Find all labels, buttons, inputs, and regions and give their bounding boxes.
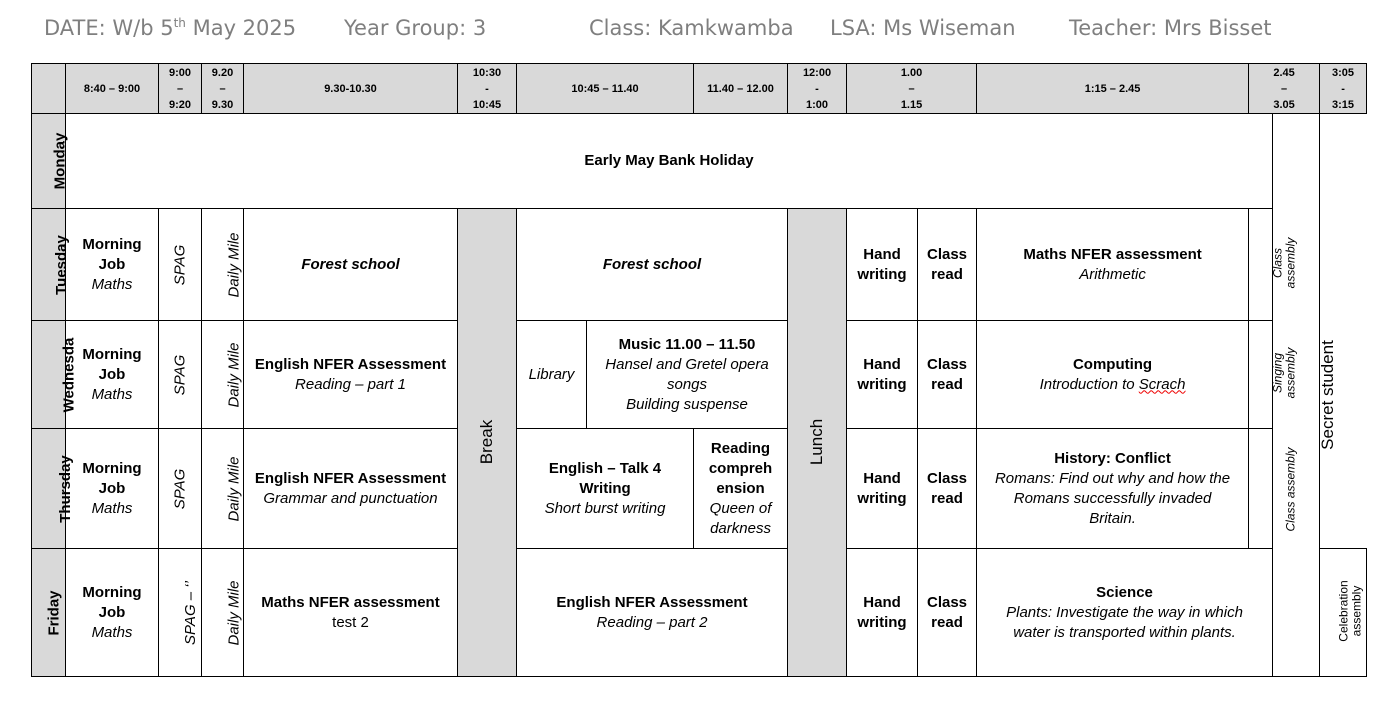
tuesday-row — [32, 209, 1367, 321]
assembly-cell: Celebration assembly — [1320, 549, 1367, 677]
handwriting-cell: Hand writing — [847, 429, 918, 549]
morning-job-cell: Morning Job Maths — [66, 321, 159, 429]
thursday-row — [32, 429, 1367, 549]
teacher-label: Teacher: Mrs Bisset — [1069, 16, 1272, 40]
monday-row — [32, 114, 1367, 209]
time-header-row — [32, 64, 1367, 114]
wednesday-row — [32, 321, 1367, 429]
time-cell: 12:00 - 1:00 — [788, 64, 847, 114]
time-cell: 10:30 - 10:45 — [458, 64, 517, 114]
day-label-tuesday: Tuesday — [32, 209, 66, 321]
lunch-cell: Lunch — [788, 209, 847, 677]
daily-mile-cell: Daily Mile — [202, 321, 244, 429]
morning-lesson-cell: Maths NFER assessment test 2 — [244, 549, 458, 677]
afternoon-lesson-cell: Computing Introduction to Scrach — [977, 321, 1249, 429]
time-cell: 11.40 – 12.00 — [694, 64, 788, 114]
secret-student-cell: Secret student — [1273, 114, 1320, 677]
year-group-label: Year Group: 3 — [344, 16, 487, 40]
spag-cell: SPAG — [159, 321, 202, 429]
daily-mile-cell: Daily Mile — [202, 549, 244, 677]
time-cell: 2.45 – 3.05 — [1249, 64, 1320, 114]
music-cell: Music 11.00 – 11.50 Hansel and Gretel opera songs Building suspense — [587, 321, 788, 429]
reading-comprehension-cell: Reading compreh ension Queen of darkness — [694, 429, 788, 549]
spag-cell: SPAG — [159, 429, 202, 549]
morning-lesson-cell: English NFER Assessment Grammar and punctuation — [244, 429, 458, 549]
spag-cell: SPAG – ‘’ — [159, 549, 202, 677]
handwriting-cell: Hand writing — [847, 209, 918, 321]
class-label: Class: Kamkwamba — [589, 16, 794, 40]
bank-holiday-cell: Early May Bank Holiday — [66, 114, 1273, 209]
class-read-cell: Class read — [918, 429, 977, 549]
lsa-label: LSA: Ms Wiseman — [830, 16, 1016, 40]
day-label-monday: Monday — [32, 114, 66, 209]
time-cell: 1:15 – 2.45 — [977, 64, 1249, 114]
time-cell: 9.30-10.30 — [244, 64, 458, 114]
class-read-cell: Class read — [918, 549, 977, 677]
daily-mile-cell: Daily Mile — [202, 209, 244, 321]
assembly-cell: Class assembly — [1249, 429, 1320, 549]
morning-lesson-cell: English NFER Assessment Reading – part 1 — [244, 321, 458, 429]
english-cell: English – Talk 4 Writing Short burst writing — [517, 429, 694, 549]
class-read-cell: Class read — [918, 209, 977, 321]
time-cell: 9.20 – 9.30 — [202, 64, 244, 114]
afternoon-lesson-cell: Science Plants: Investigate the way in which water is transported within plants. — [977, 549, 1273, 677]
time-cell: 9:00 – 9:20 — [159, 64, 202, 114]
assembly-cell: Singing assembly — [1249, 321, 1320, 429]
friday-row — [32, 549, 1367, 677]
spag-cell: SPAG — [159, 209, 202, 321]
afternoon-lesson-cell: Maths NFER assessment Arithmetic — [977, 209, 1249, 321]
morning-job-cell: Morning Job Maths — [66, 549, 159, 677]
day-label-wednesday: Wednesda — [32, 321, 66, 429]
assembly-cell: Class assembly — [1249, 209, 1320, 321]
day-label-friday: Friday — [32, 549, 66, 677]
library-cell: Library — [517, 321, 587, 429]
time-cell: 8:40 – 9:00 — [66, 64, 159, 114]
timetable — [31, 63, 1367, 677]
time-cell: 1.00 – 1.15 — [847, 64, 977, 114]
date-label: DATE: W/b 5th May 2025 — [44, 16, 297, 40]
morning-job-cell: Morning Job Maths — [66, 209, 159, 321]
english-cell: English NFER Assessment Reading – part 2 — [517, 549, 788, 677]
time-cell: 10:45 – 11.40 — [517, 64, 694, 114]
day-label-thursday: Thursday — [32, 429, 66, 549]
forest-school-cell: Forest school — [244, 209, 458, 321]
daily-mile-cell: Daily Mile — [202, 429, 244, 549]
forest-school-cell: Forest school — [517, 209, 788, 321]
corner-cell — [32, 64, 66, 114]
morning-job-cell: Morning Job Maths — [66, 429, 159, 549]
class-read-cell: Class read — [918, 321, 977, 429]
time-cell: 3:05 - 3:15 — [1320, 64, 1367, 114]
handwriting-cell: Hand writing — [847, 549, 918, 677]
break-cell: Break — [458, 209, 517, 677]
handwriting-cell: Hand writing — [847, 321, 918, 429]
afternoon-lesson-cell: History: Conflict Romans: Find out why and how the Romans successfully invaded Britain. — [977, 429, 1249, 549]
